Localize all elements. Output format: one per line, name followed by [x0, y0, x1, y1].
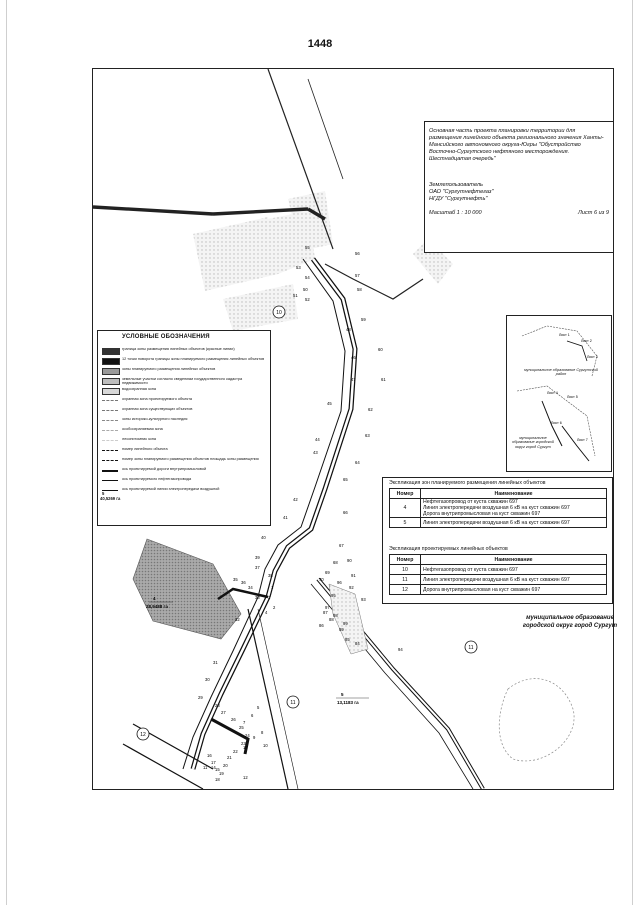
turn-point-label: 19: [219, 771, 224, 776]
zones-table: [389, 488, 607, 528]
municipality-label-line: муниципальное образование: [526, 615, 614, 621]
legend-item-text: водоохранная зона: [122, 387, 156, 391]
turn-point-label: 4: [265, 610, 268, 615]
objects-table-caption: Экспликация проектируемых линейных объектов: [389, 546, 508, 552]
legend-item: [102, 487, 266, 497]
table-row: [390, 575, 607, 585]
object-name: Линия электропередачи воздушная 6 кВ на куст скважин 697: [421, 575, 607, 585]
zones-col-number: Номер: [390, 489, 421, 499]
legend-swatch: [102, 348, 120, 355]
turn-point-label: 46: [351, 355, 356, 360]
turn-point-label: 24: [245, 733, 250, 738]
turn-point-label: 63: [365, 433, 370, 438]
legend-swatch: [102, 388, 120, 395]
turn-point-label: 20: [223, 763, 228, 768]
zones-col-name: Наименование: [421, 489, 607, 499]
legend-swatch: [102, 368, 120, 375]
legend-item-text: зоны планируемого размещения линейных объектов: [122, 367, 216, 371]
legend-item: [102, 477, 266, 487]
turn-point-label: 16: [207, 753, 212, 758]
object-circle-11: [465, 641, 477, 653]
legend-item: [102, 457, 266, 467]
turn-point-label: 95: [331, 593, 336, 598]
turn-point-label: 90: [347, 558, 352, 563]
zone-label-area: 13,1183 га: [337, 700, 359, 705]
inset-area-2: муниципальное образование городской округ город Сургут: [512, 436, 554, 449]
objects-col-number: Номер: [390, 555, 421, 565]
map-scale: Масштаб 1 : 10 000: [429, 210, 482, 216]
sheet-number: Лист 6 из 9: [578, 210, 609, 216]
turn-point-label: 3: [268, 595, 271, 600]
inset-area-1: муниципальное образование Сургутский район: [524, 368, 598, 377]
object-circle-10: [273, 306, 285, 318]
turn-point-label: 66: [343, 510, 348, 515]
legend-item-text: ось проектируемого нефтегазопровода: [122, 477, 192, 481]
zone-name: Дорога внутрипромысловая на куст скважин 697: [423, 511, 541, 517]
legend-item-text: номер линейного объекта: [122, 447, 168, 451]
turn-point-label: 38: [268, 573, 273, 578]
owner-company: ОАО "Сургутнефтегаз": [429, 189, 494, 195]
inset-sheet-label: Лист 1: [559, 333, 570, 337]
existing-road: [308, 79, 343, 179]
road-12: [123, 744, 203, 789]
object-circle-11: [287, 696, 299, 708]
legend-item-text: ось проектируемой линии электропередачи воздушной: [122, 487, 220, 491]
zone-label-area: 28,9488 га: [146, 604, 168, 609]
turn-point-label: 6: [251, 713, 254, 718]
object-circle-label: 11: [290, 700, 296, 706]
turn-point-label: 87: [323, 610, 328, 615]
inset-sheet-label: Лист 5: [567, 395, 578, 399]
object-circle-label: 10: [276, 310, 282, 316]
turn-point-label: 45: [327, 401, 332, 406]
turn-point-label: 18: [215, 777, 220, 782]
inset-sheet-label: Лист 4: [547, 391, 558, 395]
zone-name: Линия электропередачи воздушная 6 кВ на куст скважин 697: [421, 518, 607, 528]
turn-point-label: 50: [303, 287, 308, 292]
table-row: [390, 585, 607, 595]
legend-swatch: [102, 440, 118, 441]
zone-name: Линия электропередачи воздушная 6 кВ на куст скважин 697: [423, 505, 570, 511]
page-number: 1448: [307, 38, 333, 50]
turn-point-label: 34: [248, 585, 253, 590]
table-row: [390, 565, 607, 575]
turn-point-label: 26: [231, 717, 236, 722]
turn-point-label: 68: [333, 560, 338, 565]
turn-point-label: 69: [325, 570, 330, 575]
turn-point-label: 9: [253, 735, 256, 740]
legend-sample-area: 40,5269 га: [100, 496, 121, 501]
turn-point-label: 47: [351, 377, 356, 382]
legend-swatch: [102, 460, 118, 461]
turn-point-label: 86: [319, 623, 324, 628]
zone-number: 4: [390, 499, 421, 518]
turn-point-label: 65: [343, 477, 348, 482]
turn-point-label: 25: [239, 725, 244, 730]
turn-point-label: 58: [357, 287, 362, 292]
turn-point-label: 56: [355, 251, 360, 256]
object-number: 10: [390, 565, 421, 575]
object-name: Дорога внутрипромысловая на куст скважин 697: [421, 585, 607, 595]
turn-point-label: 31: [213, 660, 218, 665]
turn-point-label: 88: [329, 617, 334, 622]
legend-item: [102, 357, 266, 367]
legend-item-text: 12 точки поворота границы зоны планируемого размещения линейных объектов: [122, 357, 265, 361]
legend-item: [102, 427, 266, 437]
legend-swatch: [102, 480, 118, 481]
turn-point-label: 54: [305, 275, 310, 280]
line-11: [248, 609, 288, 789]
legend-item: [102, 387, 266, 397]
turn-point-label: 92: [349, 585, 354, 590]
legend-item: [102, 347, 266, 357]
turn-point-label: 53: [296, 265, 301, 270]
turn-point-label: 2: [273, 605, 276, 610]
legend-item-text: особоохраняемая зона: [122, 427, 163, 431]
turn-point-label: 98: [333, 613, 338, 618]
legend-item-text: зоны историко-культурного наследия: [122, 417, 188, 421]
legend-item-text: ось проектируемой дороги внутрипромысловой: [122, 467, 207, 471]
municipality-label: [520, 615, 620, 630]
turn-point-label: 62: [368, 407, 373, 412]
turn-point-label: 39: [255, 555, 260, 560]
legend-item: [102, 417, 266, 427]
turn-point-label: 21: [227, 755, 232, 760]
turn-point-label: 60: [378, 347, 383, 352]
turn-point-label: 85: [345, 637, 350, 642]
legend-swatch: [102, 400, 118, 401]
turn-point-label: 43: [313, 450, 318, 455]
legend: [97, 330, 271, 526]
table-row: [390, 499, 607, 518]
turn-point-label: 27: [221, 710, 226, 715]
turn-point-label: 17: [211, 760, 216, 765]
object-circle-label: 12: [140, 732, 146, 738]
objects-table: [389, 554, 607, 595]
zone-label-number: 4: [153, 596, 156, 601]
turn-point-label: 22: [233, 749, 238, 754]
zone-4-parcel: [133, 539, 241, 639]
turn-point-label: 30: [205, 677, 210, 682]
turn-point-label: 93: [361, 597, 366, 602]
inset-sheet-label: Лист 2: [581, 339, 592, 343]
legend-swatch: [102, 490, 118, 491]
turn-point-label: 51: [293, 293, 298, 298]
turn-point-label: 44: [315, 437, 320, 442]
zone-label-number: 5: [341, 692, 344, 697]
turn-point-label: 64: [355, 460, 360, 465]
legend-swatch: [102, 450, 118, 451]
turn-point-label: 5: [257, 705, 260, 710]
turn-point-label: 97: [325, 605, 330, 610]
turn-point-label: 36: [241, 580, 246, 585]
table-row: [390, 518, 607, 528]
turn-point-label: 57: [355, 273, 360, 278]
title-block: [424, 121, 614, 253]
parcel: [193, 217, 278, 291]
turn-point-label: 40: [261, 535, 266, 540]
legend-item: [102, 467, 266, 477]
legend-swatch: [102, 420, 118, 421]
legend-swatch: [102, 410, 118, 411]
turn-point-label: 37: [255, 565, 260, 570]
turn-point-label: 91: [351, 573, 356, 578]
turn-point-label: 70: [319, 577, 324, 582]
turn-point-label: 94: [398, 647, 403, 652]
legend-item: [102, 367, 266, 377]
turn-point-label: 84: [355, 641, 360, 646]
turn-point-label: 10: [263, 743, 268, 748]
turn-point-label: 13: [243, 745, 248, 750]
legend-item-text: земельные участки согласно сведениям государственного кадастра недвижимости: [122, 377, 243, 386]
object-name: Нефтегазопровод от куста скважин 697: [421, 565, 607, 575]
inset-sheet-label: Лист 6: [551, 421, 562, 425]
scan-edge-right: [632, 0, 633, 905]
legend-item-text: охранная зона существующих объектов: [122, 407, 193, 411]
objects-col-name: Наименование: [421, 555, 607, 565]
object-number: 12: [390, 585, 421, 595]
legend-swatch: [102, 470, 118, 472]
owner-division: НГДУ "Сургутнефть": [429, 196, 488, 202]
legend-sample-number: 5: [102, 491, 105, 496]
turn-point-label: 89: [339, 627, 344, 632]
zones-table-caption: Экспликация зон планируемого размещения линейных объектов: [389, 480, 546, 486]
turn-point-label: 41: [283, 515, 288, 520]
legend-item: [102, 397, 266, 407]
explication-tables: [382, 477, 613, 604]
legend-item: [102, 447, 266, 457]
object-circle-label: 11: [468, 645, 474, 651]
turn-point-label: 23: [241, 741, 246, 746]
turn-point-label: 29: [198, 695, 203, 700]
legend-item-text: номер зоны планируемого размещения объектов площадь зоны размещения: [122, 457, 259, 461]
legend-title: УСЛОВНЫЕ ОБОЗНАЧЕНИЯ: [122, 334, 210, 340]
legend-item: [102, 437, 266, 447]
turn-point-label: 7: [243, 720, 246, 725]
turn-point-label: 8: [261, 730, 264, 735]
object-number: 11: [390, 575, 421, 585]
waterbody: [499, 679, 574, 761]
turn-point-label: 11: [203, 765, 208, 770]
legend-swatch: [102, 430, 118, 431]
zone-name: Нефтегазопровод от куста скважин 697: [423, 499, 518, 505]
zone-number: 5: [390, 518, 421, 528]
turn-point-label: 67: [339, 543, 344, 548]
parcel: [223, 284, 298, 331]
turn-point-label: 14: [211, 765, 216, 770]
legend-swatch: [102, 358, 120, 365]
turn-point-label: 1: [271, 585, 274, 590]
project-description: Основная часть проекта планировки территории для размещения линейного объекта регионального значения Ханты-Мансийского автономного округа-Югры "Обустройство Восточно-Сургутского нефтяного месторождения. Шестнадцатая очередь": [429, 128, 604, 162]
turn-point-label: 59: [361, 317, 366, 322]
inset-sheet-label: Лист 3: [587, 355, 598, 359]
inset-sheet-label: Лист 7: [577, 438, 588, 442]
turn-point-label: 33: [255, 595, 260, 600]
legend-item: [102, 407, 266, 417]
turn-point-label: 35: [233, 577, 238, 582]
zone-names: [421, 499, 607, 518]
turn-point-label: 52: [305, 297, 310, 302]
owner-label: Землепользователь: [429, 182, 483, 188]
turn-point-label: 32: [235, 617, 240, 622]
legend-item-text: граница зоны размещения линейных объектов (красные линии): [122, 347, 235, 351]
turn-point-label: 55: [305, 245, 310, 250]
inset-map: [506, 315, 612, 472]
turn-point-label: 48: [346, 327, 351, 332]
turn-point-label: 28: [215, 703, 220, 708]
existing-road: [93, 207, 213, 214]
legend-item-text: лесопитомник зона: [122, 437, 156, 441]
legend-item: [102, 377, 266, 387]
scan-edge-left: [6, 0, 7, 905]
object-circle-12: [137, 728, 149, 740]
turn-point-label: 61: [381, 377, 386, 382]
turn-point-label: 42: [293, 497, 298, 502]
turn-point-label: 96: [337, 580, 342, 585]
turn-point-label: 15: [215, 767, 220, 772]
legend-swatch: [102, 378, 120, 385]
municipality-label-line: городской округ город Сургут: [522, 622, 618, 629]
turn-point-label: 12: [243, 775, 248, 780]
turn-point-label: 99: [343, 621, 348, 626]
legend-item-text: охранная зона проектируемого объекта: [122, 397, 193, 401]
